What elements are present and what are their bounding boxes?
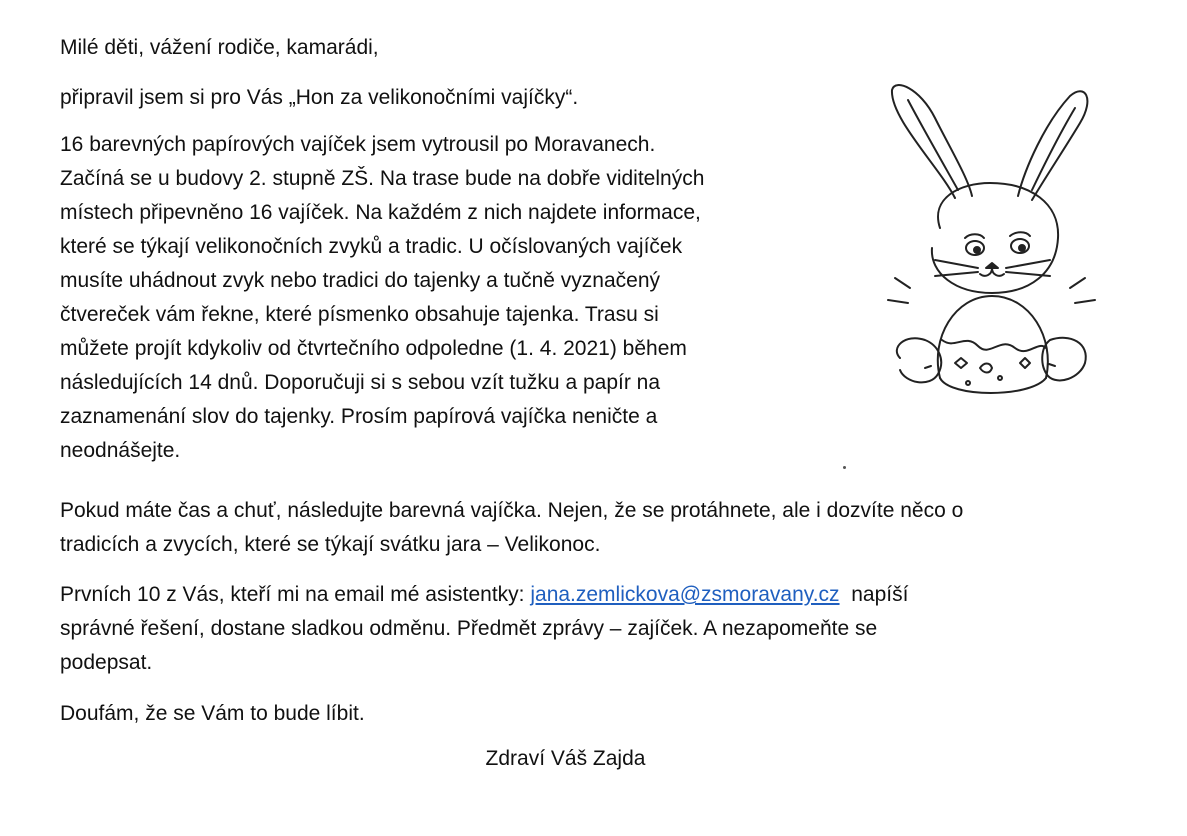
body-line: následujících 14 dnů. Doporučuji si s sebou vzít tužku a papír na	[60, 371, 661, 394]
closing-line: Doufám, že se Vám to bude líbit.	[60, 702, 365, 725]
contest-prefix: Prvních 10 z Vás, kteří mi na email mé asistentky:	[60, 583, 531, 606]
signature: Zdraví Váš Zajda	[485, 747, 646, 770]
body-line: čtvereček vám řekne, které písmenko obsahuje tajenka. Trasu si	[60, 303, 659, 326]
contest-line-1	[60, 578, 908, 612]
contest-line-3: podepsat.	[60, 651, 153, 674]
contest-paragraph	[60, 578, 908, 680]
contest-line-2: správné řešení, dostane sladkou odměnu. Předmět zprávy – zajíček. A nezapomeňte se	[60, 617, 878, 640]
stray-dot	[843, 466, 846, 469]
body-line: musíte uhádnout zvyk nebo tradici do tajenky a tučně vyznačený	[60, 269, 661, 292]
body-line: místech připevněno 16 vajíček. Na každém z nich najdete informace,	[60, 201, 701, 224]
body-line: můžete projít kdykoliv od čtvrtečního odpoledne (1. 4. 2021) během	[60, 337, 687, 360]
bunny-illustration	[880, 78, 1105, 418]
email-link[interactable]: jana.zemlickova@zsmoravany.cz	[530, 583, 840, 606]
body-line: zaznamenání slov do tajenky. Prosím papírová vajíčka neničte a	[60, 405, 658, 428]
intro-line: připravil jsem si pro Vás „Hon za velikonočními vajíčky“.	[60, 86, 579, 109]
greeting: Milé děti, vážení rodiče, kamarádi,	[60, 36, 379, 59]
invite-line: Pokud máte čas a chuť, následujte barevná vajíčka. Nejen, že se protáhnete, ale i dozvíte něco o	[60, 499, 964, 522]
body-line: které se týkají velikonočních zvyků a tradic. U očíslovaných vajíček	[60, 235, 683, 258]
body-paragraph	[60, 128, 704, 468]
body-line: 16 barevných papírových vajíček jsem vytrousil po Moravanech.	[60, 133, 656, 156]
body-line: neodnášejte.	[60, 439, 181, 462]
invite-paragraph	[60, 494, 963, 562]
body-line: Začíná se u budovy 2. stupně ZŠ. Na trase bude na dobře viditelných	[60, 167, 705, 190]
invite-line: tradicích a zvycích, které se týkají svátku jara – Velikonoc.	[60, 533, 601, 556]
contest-suffix: napíší	[839, 583, 909, 606]
